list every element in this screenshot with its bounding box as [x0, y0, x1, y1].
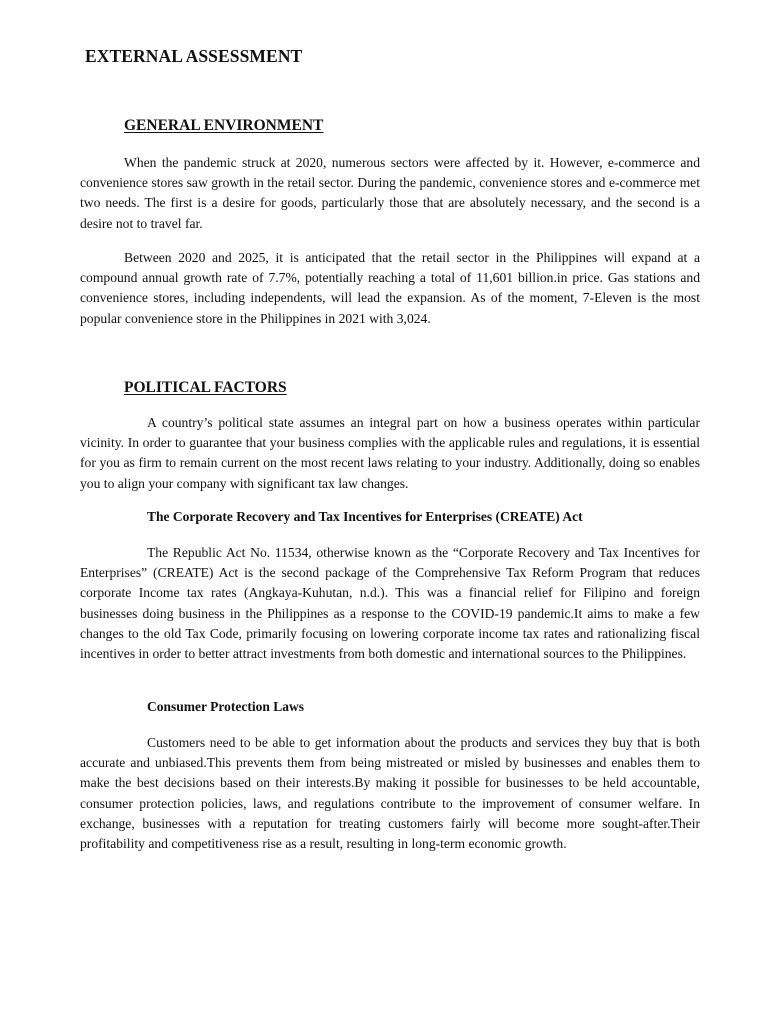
create-act-paragraph: The Republic Act No. 11534, otherwise known as the “Corporate Recovery and Tax Incentives for Enterprises” (CREATE) Act is the second package of the Comprehensive Tax Reform Program that reduces corporate Income tax rates (Angkaya-Kuhutan, n.d.). This was a financial relief for Filipino and foreign businesses doing business in the Philippines as a response to the COVID-19 pandemic.It aims to make a few changes to the old Tax Code, primarily focusing on lowering corporate income tax rates and rationalizing fiscal incentives in order to better attract investments from both domestic and international sources to the Philippines.	[80, 545, 700, 662]
general-environment-paragraph-1: When the pandemic struck at 2020, numerous sectors were affected by it. However, e-commerce and convenience stores saw growth in the retail sector. During the pandemic, convenience stores and e-commerce met two needs. The first is a desire for goods, particularly those that are absolutely necessary, and the second is a desire not to travel far.	[80, 155, 700, 231]
document-title: EXTERNAL ASSESSMENT	[85, 46, 303, 66]
political-factors-intro-paragraph: A country’s political state assumes an integral part on how a business operates within particular vicinity. In order to guarantee that your business complies with the applicable rules and regulations, it is essential for you as firm to remain current on the most recent laws relating to your industry. Additionally, doing so enables you to align your company with significant tax law changes.	[80, 415, 700, 491]
general-environment-paragraph-2: Between 2020 and 2025, it is anticipated that the retail sector in the Philippines will expand at a compound annual growth rate of 7.7%, potentially reaching a total of 11,601 billion.in price. Gas stations and convenience stores, including independents, will lead the expansion. As of the moment, 7-Eleven is the most popular convenience store in the Philippines in 2021 with 3,024.	[80, 250, 700, 326]
create-act-subheading: The Corporate Recovery and Tax Incentives for Enterprises (CREATE) Act	[147, 509, 583, 524]
consumer-protection-subheading: Consumer Protection Laws	[147, 699, 304, 714]
general-environment-heading: GENERAL ENVIRONMENT	[124, 117, 324, 134]
political-factors-heading: POLITICAL FACTORS	[124, 379, 287, 396]
consumer-protection-paragraph: Customers need to be able to get information about the products and services they buy that is both accurate and unbiased.This prevents them from being mistreated or misled by businesses and enables them to make the best decisions based on their interests.By making it possible for businesses to be held accountable, consumer protection policies, laws, and regulations contribute to the improvement of consumer welfare. In exchange, businesses with a reputation for treating customers fairly will become more sought-after.Their profitability and competitiveness rise as a result, resulting in long-term economic growth.	[80, 735, 700, 852]
